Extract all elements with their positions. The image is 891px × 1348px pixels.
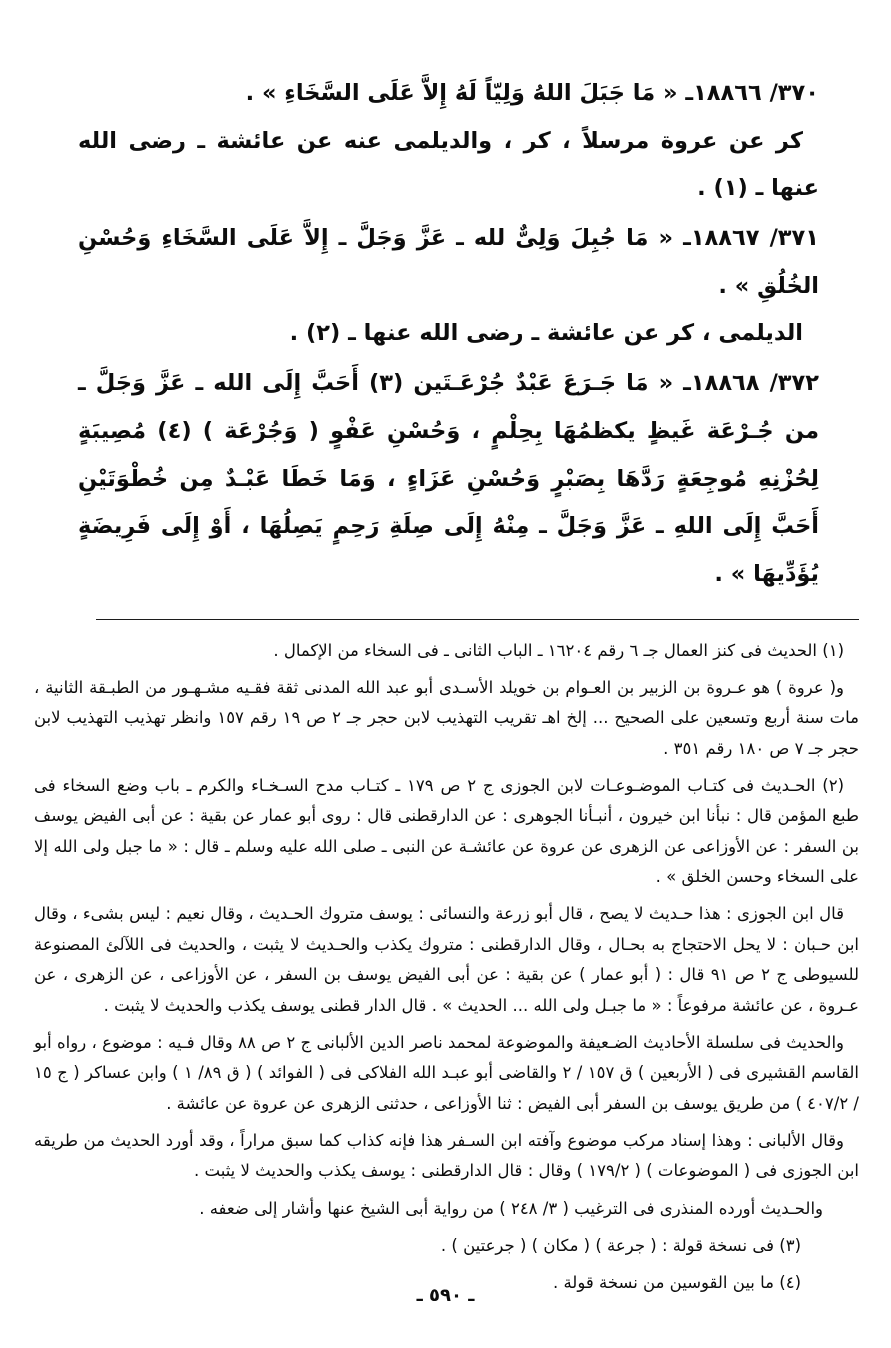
footnote-divider: [96, 619, 859, 620]
hadith-isnad: الديلمى ، كر عن عائشة ـ رضى الله عنها ـ (٢) .: [289, 320, 803, 347]
hadith-matn: ٣٧٢/ ١٨٨٦٨ـ « مَا جَـرَعَ عَبْدٌ جُرْعَـتَين (٣) أَحَبَّ إِلَى الله ـ عَزَّ وَجَلَّ ـ من جُـرْعَة غَيظٍ يكظمُهَا بِحِلْمٍ ، وَحُسْنِ عَفْوٍ ( وَجُرْعَة ) (٤) مُصِيبَةٍ لِحُزْنِهِ مُوجِعَةٍ رَدَّهَا بِصَبْرٍ وَحُسْنِ عَزَاءٍ ، وَمَا خَطَا عَبْـدٌ مِن خُطْوَتَيْنِ أَحَبَّ إِلَى اللهِ ـ عَزَّ وَجَلَّ ـ مِنْهُ إِلَى صِلَةِ رَحِمٍ يَصِلُهَا ، أَوْ إِلَى فَرِيضَةٍ يُؤَدِّيهَا » .: [78, 370, 820, 587]
footnote: والحـديث أورده المنذرى فى الترغيب ( ٣/ ٢٤٨ ) من رواية أبى الشيخ عنها وأشار إلى ضعفه .: [199, 1198, 823, 1218]
hadith-section: [78, 70, 819, 599]
hadith-matn: ٣٧٠/ ١٨٨٦٦ـ « مَا جَبَلَ اللهُ وَلِيّاً لَهُ إِلاَّ عَلَى السَّخَاءِ » .: [245, 80, 819, 106]
footnote: (٣) فى نسخة قولة : ( جرعة ) ( مكان ) ( جرعتين ) .: [440, 1236, 801, 1256]
footnote: (٢) الحـديث فى كتـاب الموضـوعـات لابن الجوزى ج ٢ ص ١٧٩ ـ كتـاب مدح السـخـاء والكرم ـ باب وضع السخاء فى طبع المؤمن قال : نبأنا ابن خيرون ، أنبـأنا الجوهرى : عن الدارقطنى قال : روى أبو عمار عن بقية : عن أبى الفيض يوسف بن السفر : عن الأوزاعى عن الزهرى عن عروة عن عائشـة عن النبى ـ صلى الله عليه وسلم ـ قال : « ما جبل ولى الله إلا على السخاء وحسن الخلق » .: [34, 776, 859, 887]
hadith-isnad: كر عن عروة مرسلاً ، كر ، والديلمى عنه عن عائشة ـ رضى الله عنها ـ (١) .: [78, 127, 819, 202]
footnote: و( عروة ) هو عـروة بن الزبير بن العـوام بن خويلد الأسـدى أبو عبد الله المدنى ثقة فقـيه مشـهـور من الطبـقة الثانية ، مات سنة أربع وتسعين على الصحيح ... إلخ اهـ تقريب التهذيب لابن حجر جـ ٢ ص ١٩ رقم ١٥٧ وانظر تهذيب التهذيب لابن حجر جـ ٧ ص ١٨٠ رقم ٣٥١ .: [34, 677, 859, 758]
footnote: (١) الحديث فى كنز العمال جـ ٦ رقم ١٦٢٠٤ ـ الباب الثانى ـ فى السخاء من الإكمال .: [273, 640, 844, 660]
footnote: وقال الألبانى : وهذا إسناد مركب موضوع وآفته ابن السـفر هذا فإنه كذاب كما سبق مراراً ، وقد أورد الحديث من طريقه ابن الجوزى فى ( الموضوعات ) ( ١٧٩/٢ ) وقال : قال الدارقطنى : يوسف يكذب والحديث لا يثبت .: [34, 1130, 859, 1181]
hadith-matn: ٣٧١/ ١٨٨٦٧ـ « مَا جُبِلَ وَلِىٌّ لله ـ عَزَّ وَجَلَّ ـ إِلاَّ عَلَى السَّخَاءِ وَحُسْنِ الخُلُقِ » .: [78, 225, 819, 299]
footnote: (٤) ما بين القوسين من نسخة قولة .: [552, 1273, 801, 1293]
footnote: قال ابن الجوزى : هذا حـديث لا يصح ، قال أبو زرعة والنسائى : يوسف متروك الحـديث ، وقال نعيم : ليس بشىء ، وقال ابن حـبان : لا يحل الاحتجاج به بحـال ، وقال الدارقطنى : متروك يكذب والحـديث لا يثبت ، والحديث فى اللآلئ المصنوعة للسيوطى ج ٢ ص ٩١ قال : ( أبو عمار ) عن بقية : عن أبى الفيض يوسف بن السفر ، عن الأوزاعى ، عن الزهرى ، عن عـروة ، عن عائشة مرفوعاً : « ما جبـل ولى الله ... الحديث » . قال الدار قطنى يوسف يكذب والحديث لا يثبت .: [34, 904, 859, 1015]
footnotes-section: [34, 636, 859, 1299]
footnote: والحديث فى سلسلة الأحاديث الضـعيفة والموضوعة لمحمد ناصر الدين الألبانى ج ٢ ص ٨٨ وقال فـيه : موضوع ، رواه أبو القاسم القشيرى فى ( الأربعين ) ق ١٥٧ / ٢ والقاضى أبو عبـد الله الفلاكى فى ( الفوائد ) ( ق ٨٩/ ١ ) وابن عساكر ( ج ١٥ / ٤٠٧/٢ ) من طريق يوسف بن السفر أبى الفيض : ثنا الأوزاعى ، حدثنى الزهرى عن عروة عن عائشة .: [34, 1032, 859, 1113]
page-number: ـ ٥٩٠ ـ: [416, 1285, 475, 1306]
